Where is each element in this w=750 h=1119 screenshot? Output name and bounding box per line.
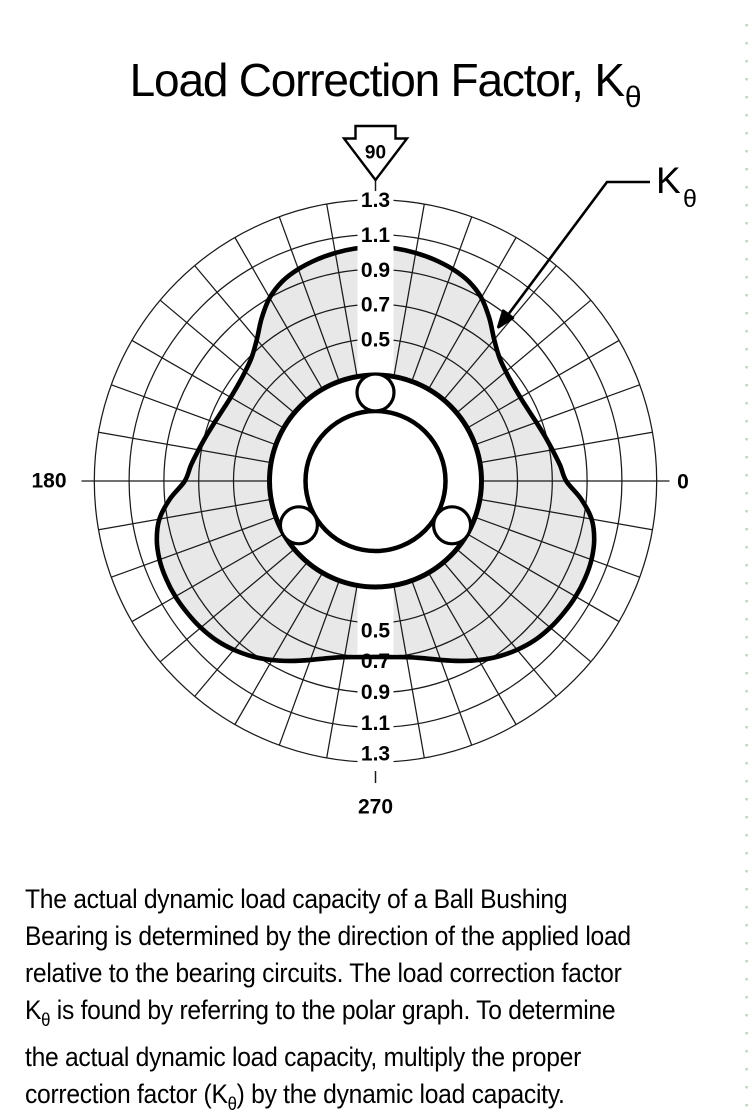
ball-circuit-circle (434, 507, 471, 544)
edge-dot (746, 924, 748, 926)
edge-dot (746, 492, 748, 494)
edge-dot (746, 636, 748, 638)
edge-dot (746, 780, 748, 782)
edge-dot (746, 1032, 748, 1034)
edge-dot (746, 42, 748, 44)
edge-dot (746, 24, 748, 26)
edge-dot (746, 852, 748, 854)
edge-dot (746, 960, 748, 962)
description-line: relative to the bearing circuits. The load correction factor (25, 958, 622, 988)
edge-dot (746, 402, 748, 404)
edge-dot (746, 294, 748, 296)
ball-circuit-circle (280, 507, 317, 544)
edge-dot (746, 1104, 748, 1106)
edge-dot (746, 330, 748, 332)
theta-subscript: θ (227, 1094, 237, 1114)
radial-tick-label-bottom: 1.1 (360, 711, 391, 735)
page-edge-dots (746, 24, 748, 1106)
radial-tick-label-bottom: 0.7 (360, 650, 391, 674)
edge-dot (746, 384, 748, 386)
edge-dot (746, 1050, 748, 1052)
edge-dot (746, 654, 748, 656)
description (25, 881, 676, 1119)
k-theta-callout-subscript: θ (683, 185, 697, 213)
edge-dot (746, 906, 748, 908)
label-band-top (358, 191, 394, 381)
edge-dot (746, 78, 748, 80)
edge-dot (746, 510, 748, 512)
edge-dot (746, 618, 748, 620)
edge-dot (746, 276, 748, 278)
edge-dot (746, 582, 748, 584)
description-line: Bearing is determined by the direction of the applied load (25, 921, 631, 951)
radial-tick-label-top: 1.3 (360, 189, 391, 213)
edge-dot (746, 1014, 748, 1016)
edge-dot (746, 762, 748, 764)
chart-title-text: Load Correction Factor, K (129, 53, 624, 106)
edge-dot (746, 978, 748, 980)
description-line: The actual dynamic load capacity of a Ball Bushing (25, 884, 568, 914)
radial-tick-label-top: 0.7 (360, 293, 391, 317)
edge-dot (746, 870, 748, 872)
edge-dot (746, 690, 748, 692)
edge-dot (746, 438, 748, 440)
edge-dot (746, 996, 748, 998)
k-theta-leader-line (508, 182, 651, 316)
edge-dot (746, 834, 748, 836)
edge-dot (746, 1068, 748, 1070)
edge-dot (746, 150, 748, 152)
edge-dot (746, 186, 748, 188)
edge-dot (746, 348, 748, 350)
edge-dot (746, 132, 748, 134)
edge-dot (746, 204, 748, 206)
ball-circuit-circle (357, 374, 394, 411)
description-line: $K_\theta$ is found by referring to the polar graph. To determine (25, 995, 616, 1030)
edge-dot (746, 744, 748, 746)
edge-dot (746, 528, 748, 530)
edge-dot (746, 456, 748, 458)
edge-dot (746, 366, 748, 368)
edge-dot (746, 888, 748, 890)
edge-dot (746, 420, 748, 422)
edge-dot (746, 114, 748, 116)
description-line: correction factor $(K_\theta)$ by the dynamic load capacity. (25, 1079, 565, 1114)
edge-dot (746, 564, 748, 566)
edge-dot (746, 942, 748, 944)
k-theta-callout-label: K (656, 160, 681, 201)
theta-subscript: θ (41, 1010, 51, 1030)
angle-label-90: 90 (364, 142, 387, 164)
radial-tick-label-bottom: 0.9 (360, 680, 391, 704)
angle-label-180: 180 (31, 469, 67, 493)
angle-label-0: 0 (677, 470, 689, 494)
edge-dot (746, 258, 748, 260)
edge-dot (746, 168, 748, 170)
edge-dot (746, 816, 748, 818)
radial-tick-label-bottom: 1.3 (360, 742, 391, 766)
bearing-cross-section (270, 374, 482, 587)
angle-label-270: 270 (357, 795, 394, 819)
edge-dot (746, 312, 748, 314)
edge-dot (746, 240, 748, 242)
radial-tick-label-top: 1.1 (360, 223, 391, 247)
chart-title-subscript: θ (624, 80, 641, 114)
bearing-inner-circle (306, 411, 446, 551)
radial-tick-label-top: 0.9 (360, 258, 391, 282)
radial-tick-label-bottom: 0.5 (360, 619, 391, 643)
radial-tick-label-top: 0.5 (360, 328, 391, 352)
edge-dot (746, 600, 748, 602)
edge-dot (746, 708, 748, 710)
edge-dot (746, 474, 748, 476)
edge-dot (746, 798, 748, 800)
edge-dot (746, 726, 748, 728)
edge-dot (746, 60, 748, 62)
edge-dot (746, 672, 748, 674)
edge-dot (746, 546, 748, 548)
edge-dot (746, 222, 748, 224)
edge-dot (746, 1086, 748, 1088)
edge-dot (746, 96, 748, 98)
description-line: the actual dynamic load capacity, multiply the proper (25, 1042, 582, 1072)
